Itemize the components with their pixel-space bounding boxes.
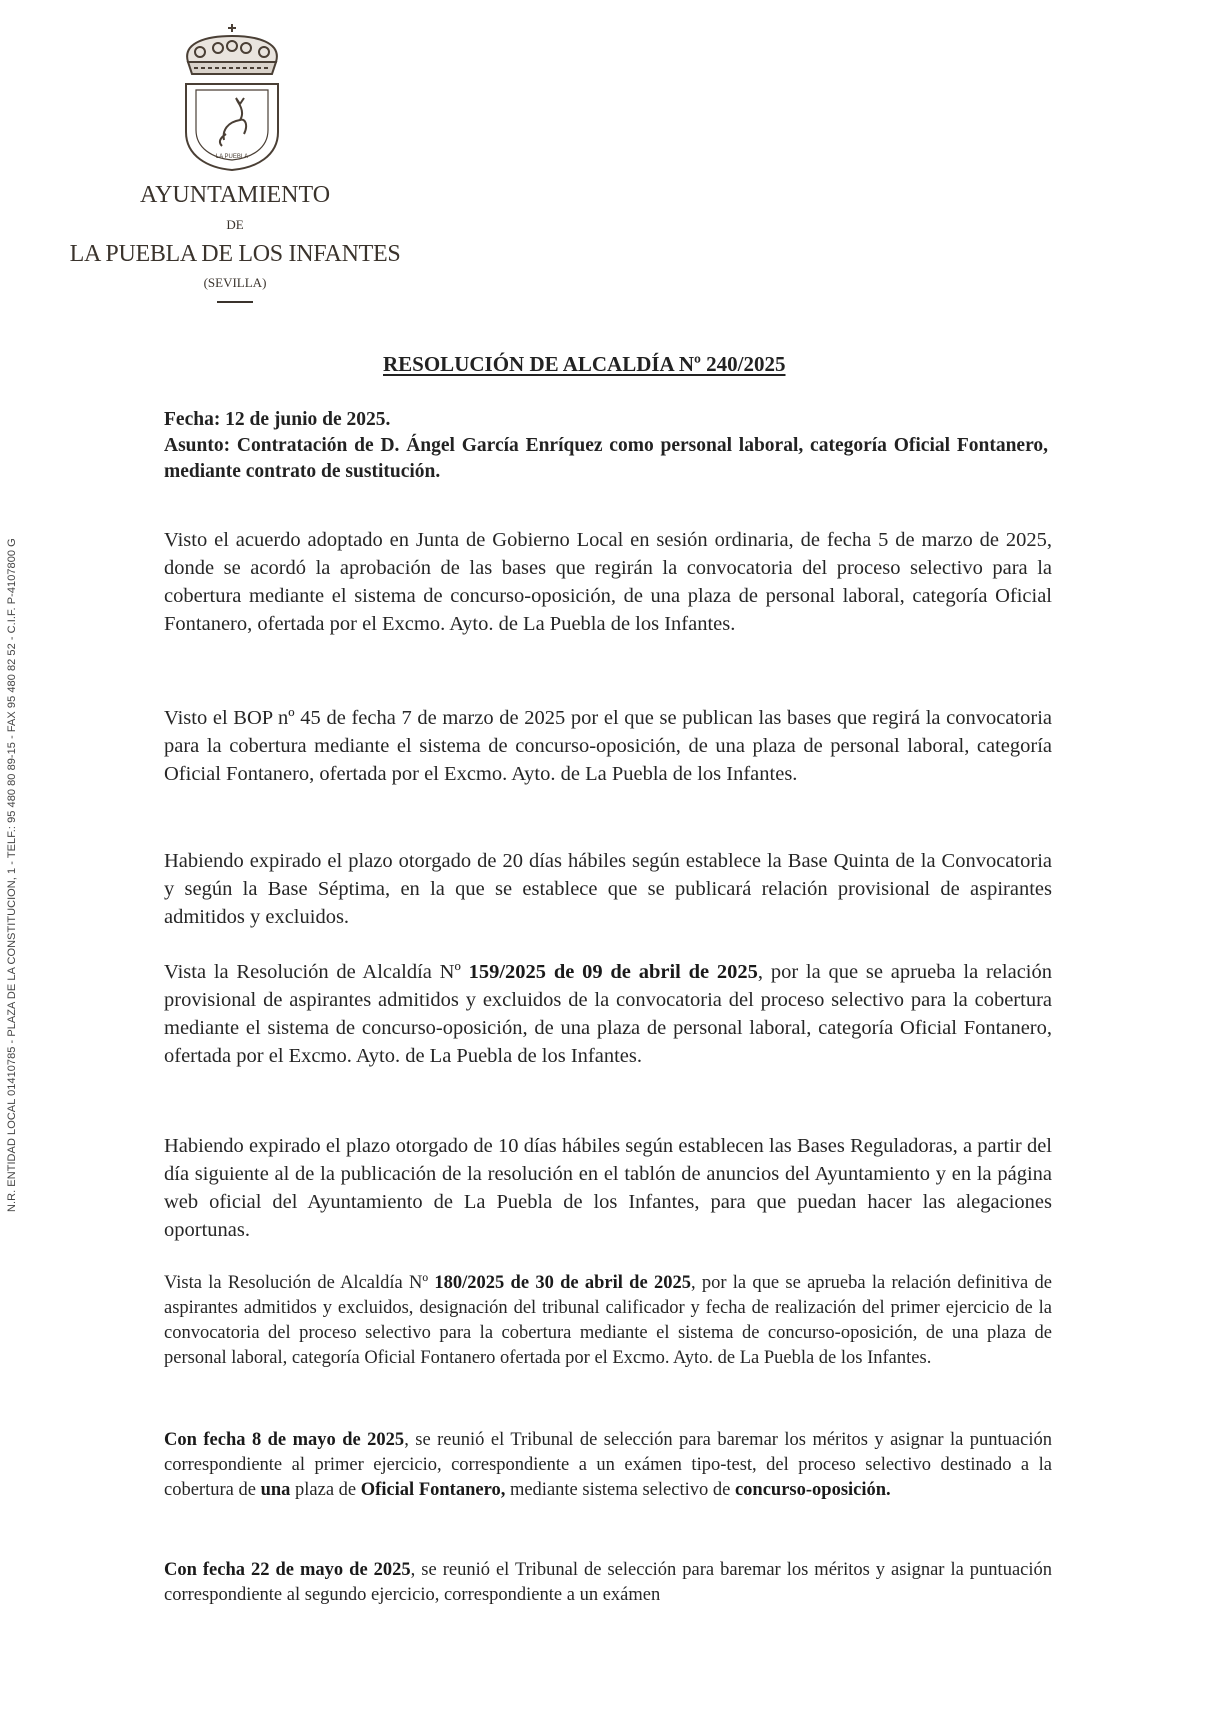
document-title: RESOLUCIÓN DE ALCALDÍA Nº 240/2025 (383, 352, 786, 376)
text-segment: Vista la Resolución de Alcaldía Nº (164, 960, 469, 983)
paragraph-22-mayo (164, 1558, 1052, 1608)
letterhead-divider (217, 301, 253, 303)
resolution-reference: 180/2025 de 30 de abril de 2025 (434, 1272, 691, 1293)
resolution-reference: 159/2025 de 09 de abril de 2025 (468, 960, 758, 983)
bold-segment: una (260, 1479, 291, 1500)
document-meta (164, 407, 1048, 485)
letterhead (30, 182, 440, 303)
text-segment: , por la que se aprueba la relación definitiva de aspirantes admitidos y excluidos, designación del tribunal calificador y fecha de realización del primer ejercicio de la convocatoria del proceso selectivo para la cobertura mediante el sistema de concurso-oposición, de una plaza de personal laboral, categoría Oficial Fontanero ofertada por el Excmo. Ayto. de La Puebla de los Infantes. (164, 1272, 1052, 1368)
date-reference: Con fecha 8 de mayo de 2025 (164, 1429, 405, 1450)
text-segment: , se reunió el Tribunal de selección para baremar los méritos y asignar la puntuación correspondiente al primer ejercicio, correspondiente a un exámen tipo-test, del proceso selectivo destinado a la cobertura de (164, 1429, 1052, 1500)
date-reference: Con fecha 22 de mayo de 2025 (164, 1559, 411, 1580)
text-segment: , por la que se aprueba la relación provisional de aspirantes admitidos y excluidos de la convocatoria del proceso selectivo para la cobertura mediante el sistema de concurso-oposición, de una plaza de personal laboral, categoría Oficial Fontanero, ofertada por el Excmo. Ayto. de La Puebla de los Infantes. (164, 960, 1052, 1067)
paragraph-resolucion-159 (164, 958, 1052, 1070)
letterhead-province: (SEVILLA) (203, 275, 267, 290)
paragraph-plazo-10-dias: Habiendo expirado el plazo otorgado de 10 días hábiles según establecen las Bases Reguladoras, a partir del día siguiente al de la publicación de la resolución en el tablón de anuncios del Ayuntamiento y en la página web oficial del Ayuntamiento de La Puebla de los Infantes, para que puedan hacer las alegaciones oportunas. (164, 1134, 1052, 1241)
sidebar-registry-info: N.R. ENTIDAD LOCAL 01410785 - PLAZA DE LA CONSTITUCION, 1 - TELF.: 95 480 80 89-15 - FAX 95 480 82 52 - C.I.F. P-4107800 G (6, 538, 18, 1212)
letterhead-ayuntamiento: AYUNTAMIENTO (139, 182, 331, 208)
text-segment: , se reunió el Tribunal de selección para baremar los méritos y asignar la puntuación correspondiente al segundo ejercicio, correspondiente a un exámen (164, 1559, 1053, 1605)
bold-segment: Oficial Fontanero, (360, 1479, 506, 1500)
letterhead-municipality: LA PUEBLA DE LOS INFANTES (69, 241, 401, 267)
text-segment: mediante sistema selectivo de (505, 1479, 735, 1500)
paragraph-plazo-20-dias: Habiendo expirado el plazo otorgado de 20 días hábiles según establece la Base Quinta de la Convocatoria y según la Base Séptima, en la que se establece que se publicará relación provisional de aspirantes admitidos y excluidos. (164, 849, 1052, 928)
document-subject: Asunto: Contratación de D. Ángel García Enríquez como personal laboral, categoría Oficial Fontanero, mediante contrato de sustitución. (164, 435, 1048, 482)
bold-segment: concurso-oposición. (734, 1479, 891, 1500)
text-segment: plaza de (290, 1479, 361, 1500)
paragraph-resolucion-180 (164, 1271, 1052, 1371)
letterhead-de: DE (226, 217, 244, 232)
document-date: Fecha: 12 de junio de 2025. (164, 409, 391, 430)
paragraph-bop: Visto el BOP nº 45 de fecha 7 de marzo de 2025 por el que se publican las bases que regirá la convocatoria para la cobertura mediante el sistema de concurso-oposición, de una plaza de personal laboral, categoría Oficial Fontanero, ofertada por el Excmo. Ayto. de La Puebla de los Infantes. (164, 706, 1052, 785)
text-segment: Vista la Resolución de Alcaldía Nº (164, 1272, 435, 1293)
municipal-coat-of-arms-icon (178, 22, 286, 174)
paragraph-8-mayo (164, 1428, 1052, 1503)
svg-text:LA PUEBLA: LA PUEBLA (215, 154, 249, 160)
paragraph-junta-gobierno: Visto el acuerdo adoptado en Junta de Gobierno Local en sesión ordinaria, de fecha 5 de marzo de 2025, donde se acordó la aprobación de las bases que regirán la convocatoria del proceso selectivo para la cobertura mediante el sistema de concurso-oposición, de una plaza de personal laboral, categoría Oficial Fontanero, ofertada por el Excmo. Ayto. de La Puebla de los Infantes. (164, 528, 1052, 635)
